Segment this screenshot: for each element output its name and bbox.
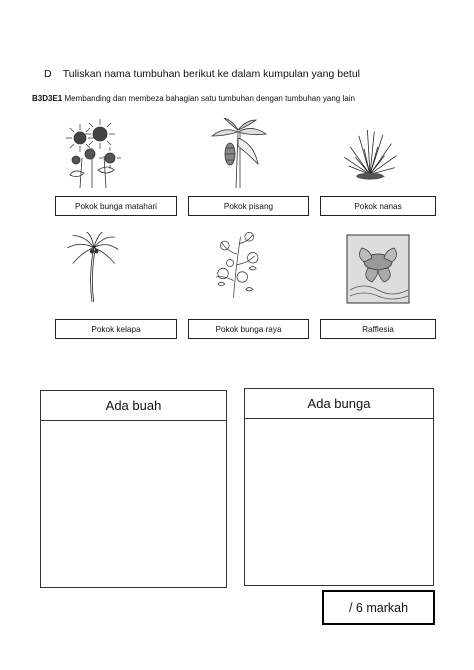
plant-label-sunflower: Pokok bunga matahari	[55, 196, 177, 216]
plant-label-banana: Pokok pisang	[188, 196, 309, 216]
group-box-ada-bunga[interactable]	[244, 388, 434, 586]
group-box-ada-buah[interactable]	[40, 390, 227, 588]
plant-label-coconut: Pokok kelapa	[55, 319, 177, 339]
sunflower-illustration	[62, 118, 122, 188]
plant-label-rafflesia: Rafflesia	[320, 319, 436, 339]
instruction-text: Tuliskan nama tumbuhan berikut ke dalam kumpulan yang betul	[62, 68, 361, 80]
pineapple-plant-illustration	[340, 118, 400, 188]
plant-label-pineapple: Pokok nanas	[320, 196, 436, 216]
section-letter: D	[44, 68, 52, 80]
coconut-tree-illustration	[62, 232, 122, 302]
hibiscus-illustration	[207, 228, 267, 298]
group-title-ada-bunga: Ada bunga	[245, 389, 433, 419]
standard-code: B3D3E1	[32, 94, 63, 103]
group-title-ada-buah: Ada buah	[41, 391, 226, 421]
standard-text: Membanding dan membeza bahagian satu tumbuhan dengan tumbuhan yang lain	[64, 94, 355, 103]
rafflesia-illustration	[346, 234, 410, 304]
learning-standard	[32, 94, 355, 103]
plant-label-hibiscus: Pokok bunga raya	[188, 319, 309, 339]
section-instruction	[44, 68, 360, 80]
banana-plant-illustration	[208, 118, 268, 188]
marks-box: / 6 markah	[322, 590, 435, 625]
